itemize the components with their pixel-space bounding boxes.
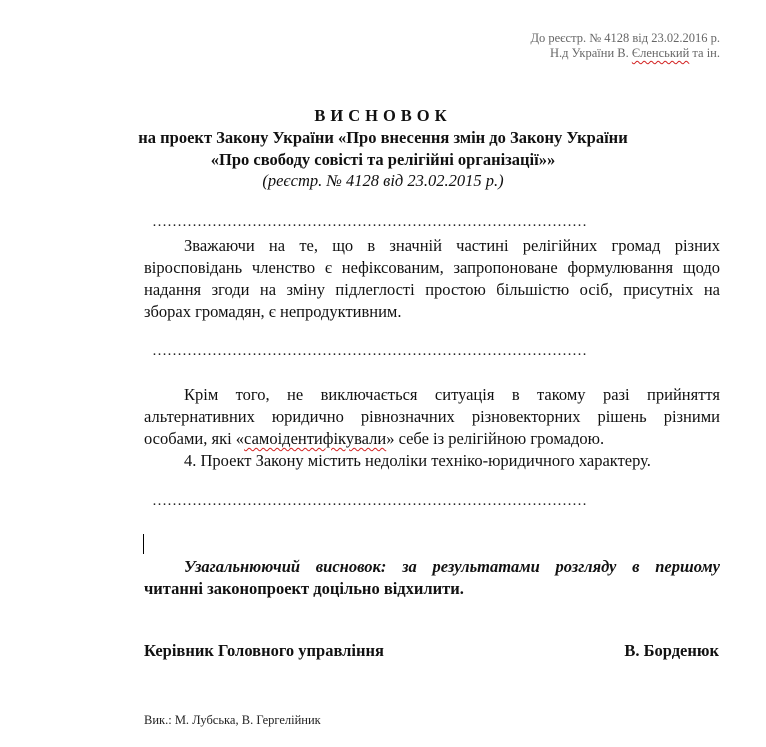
omission-separator: …………………………………………………………………………… [152,493,587,509]
executors-note: Вик.: М. Лубська, В. Гергелійник [144,713,321,727]
paragraph-line: надання згоди на зміну підлеглості простою більшістю осіб, присутніх на [144,280,720,299]
conclusion-line: Узагальнюючий висновок: за результатами розгляду в першому [184,557,720,576]
signature-name: В. Борденюк [624,641,719,660]
conclusion-line: читанні законопроект доцільно відхилити. [144,579,464,598]
authors-prefix: Н.д України В. [550,46,632,60]
authors-reference [550,46,720,61]
omission-separator: …………………………………………………………………………… [152,214,587,230]
paragraph-line: Крім того, не виключається ситуація в такому разі прийняття [184,385,720,404]
paragraph-line: зборах громадян, є непродуктивним. [144,302,402,321]
paragraph-line: віросповідань членство є нефіксованим, запропоноване формулювання щодо [144,258,720,277]
text-cursor [143,534,144,554]
document-subtitle-line2: «Про свободу совісті та релігійні організації»» [210,150,556,169]
paragraph-membership [144,235,720,323]
text-segment: » себе із релігійною громадою. [386,429,605,448]
document-subtitle-line1: на проект Закону України «Про внесення змін до Закону України [138,128,628,147]
paragraph-line [144,428,720,450]
spellcheck-flagged-word: самоідентифікували [244,429,387,448]
paragraph-line-item-4: 4. Проект Закону містить недоліки техніко-юридичного характеру. [184,451,651,470]
registry-reference: До реєстр. № 4128 від 23.02.2016 р. [530,31,720,45]
paragraph-line: альтернативних юридично рівнозначних різновекторних рішень різними [144,407,720,426]
general-conclusion [144,556,720,600]
registry-note: (реєстр. № 4128 від 23.02.2015 р.) [262,171,504,190]
paragraph-alternative-decisions [144,384,720,472]
paragraph-line: Зважаючи на те, що в значній частині релігійних громад різних [184,236,720,255]
authors-suffix: та ін. [689,46,720,60]
omission-separator: …………………………………………………………………………… [152,343,587,359]
text-segment: особами, які « [144,429,245,448]
authors-name: Єленський [631,46,690,60]
signature-position: Керівник Головного управління [144,641,384,660]
document-title: ВИСНОВОК [314,106,452,125]
